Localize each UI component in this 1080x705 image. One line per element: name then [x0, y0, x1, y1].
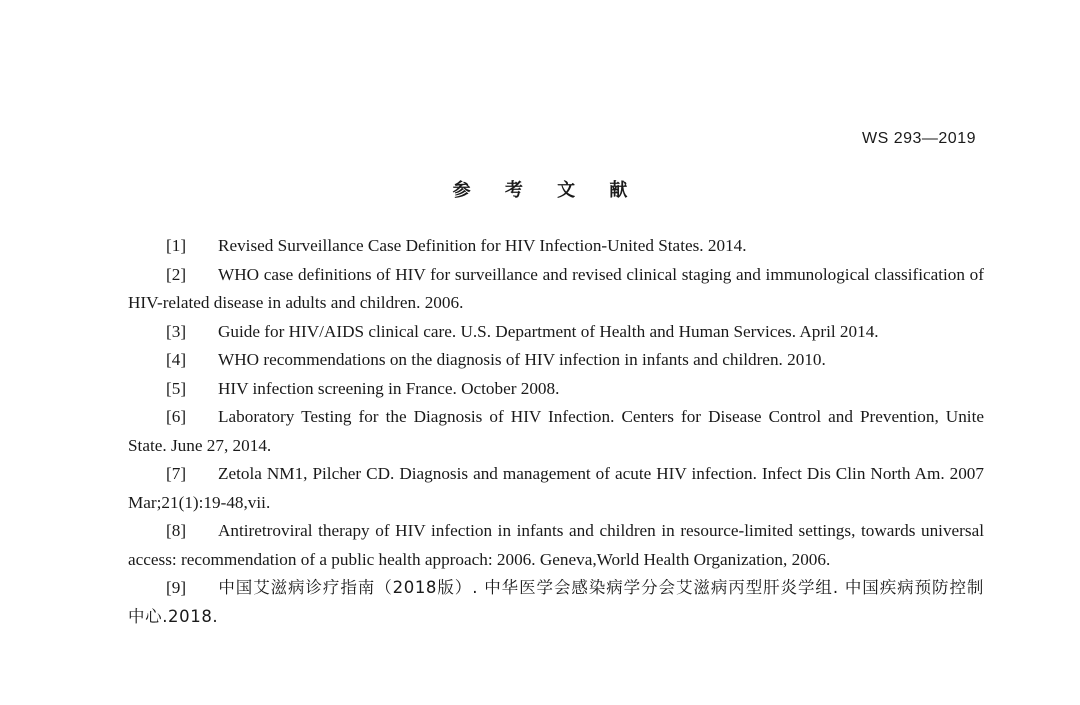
reference-number: [3] — [166, 321, 187, 341]
page-title: 参 考 文 献 — [452, 180, 642, 201]
reference-text: Revised Surveillance Case Definition for HIV Infection-United States. 2014. — [218, 236, 747, 255]
reference-text: Laboratory Testing for the Diagnosis of HIV Infection. Centers for Disease Control and Prevention, Unite State. June 27, 2014. — [128, 407, 984, 455]
reference-number: [7] — [166, 464, 187, 483]
reference-number: [2] — [166, 264, 187, 284]
reference-item-8 — [128, 517, 984, 574]
reference-item-5 — [128, 375, 984, 404]
reference-number: [6] — [166, 407, 187, 426]
reference-item-7 — [128, 460, 984, 517]
reference-item-4 — [128, 346, 984, 375]
reference-text: Antiretroviral therapy of HIV infection in infants and children in resource-limited settings, towards universal access: recommendation of a public health approach: 2006. Geneva,World Health Organization, 2006. — [128, 521, 984, 569]
reference-number: [8] — [166, 521, 187, 540]
reference-list — [128, 232, 984, 631]
reference-text: 中国艾滋病诊疗指南（2018版）. 中华医学会感染病学分会艾滋病丙型肝炎学组. 中国疾病预防控制中心.2018. — [128, 578, 984, 626]
reference-item-2 — [128, 261, 984, 318]
reference-text: WHO case definitions of HIV for surveillance and revised clinical staging and immunological classification of HIV-related disease in adults and children. 2006. — [128, 264, 984, 312]
reference-number: [1] — [166, 236, 187, 255]
reference-number: [5] — [166, 378, 187, 398]
reference-text: Zetola NM1, Pilcher CD. Diagnosis and management of acute HIV infection. Infect Dis Clin North Am. 2007 Mar;21(1):19-48,vii. — [128, 464, 984, 512]
reference-text: Guide for HIV/AIDS clinical care. U.S. Department of Health and Human Services. April 2014. — [218, 321, 879, 341]
reference-text: HIV infection screening in France. October 2008. — [218, 378, 560, 398]
reference-item-9 — [128, 574, 984, 631]
reference-number: [4] — [166, 350, 187, 369]
reference-item-1 — [128, 232, 984, 261]
reference-number: [9] — [166, 578, 187, 597]
standard-code: WS 293—2019 — [861, 130, 976, 147]
reference-text: WHO recommendations on the diagnosis of HIV infection in infants and children. 2010. — [218, 350, 826, 369]
reference-item-3 — [128, 318, 984, 347]
reference-item-6 — [128, 403, 984, 460]
